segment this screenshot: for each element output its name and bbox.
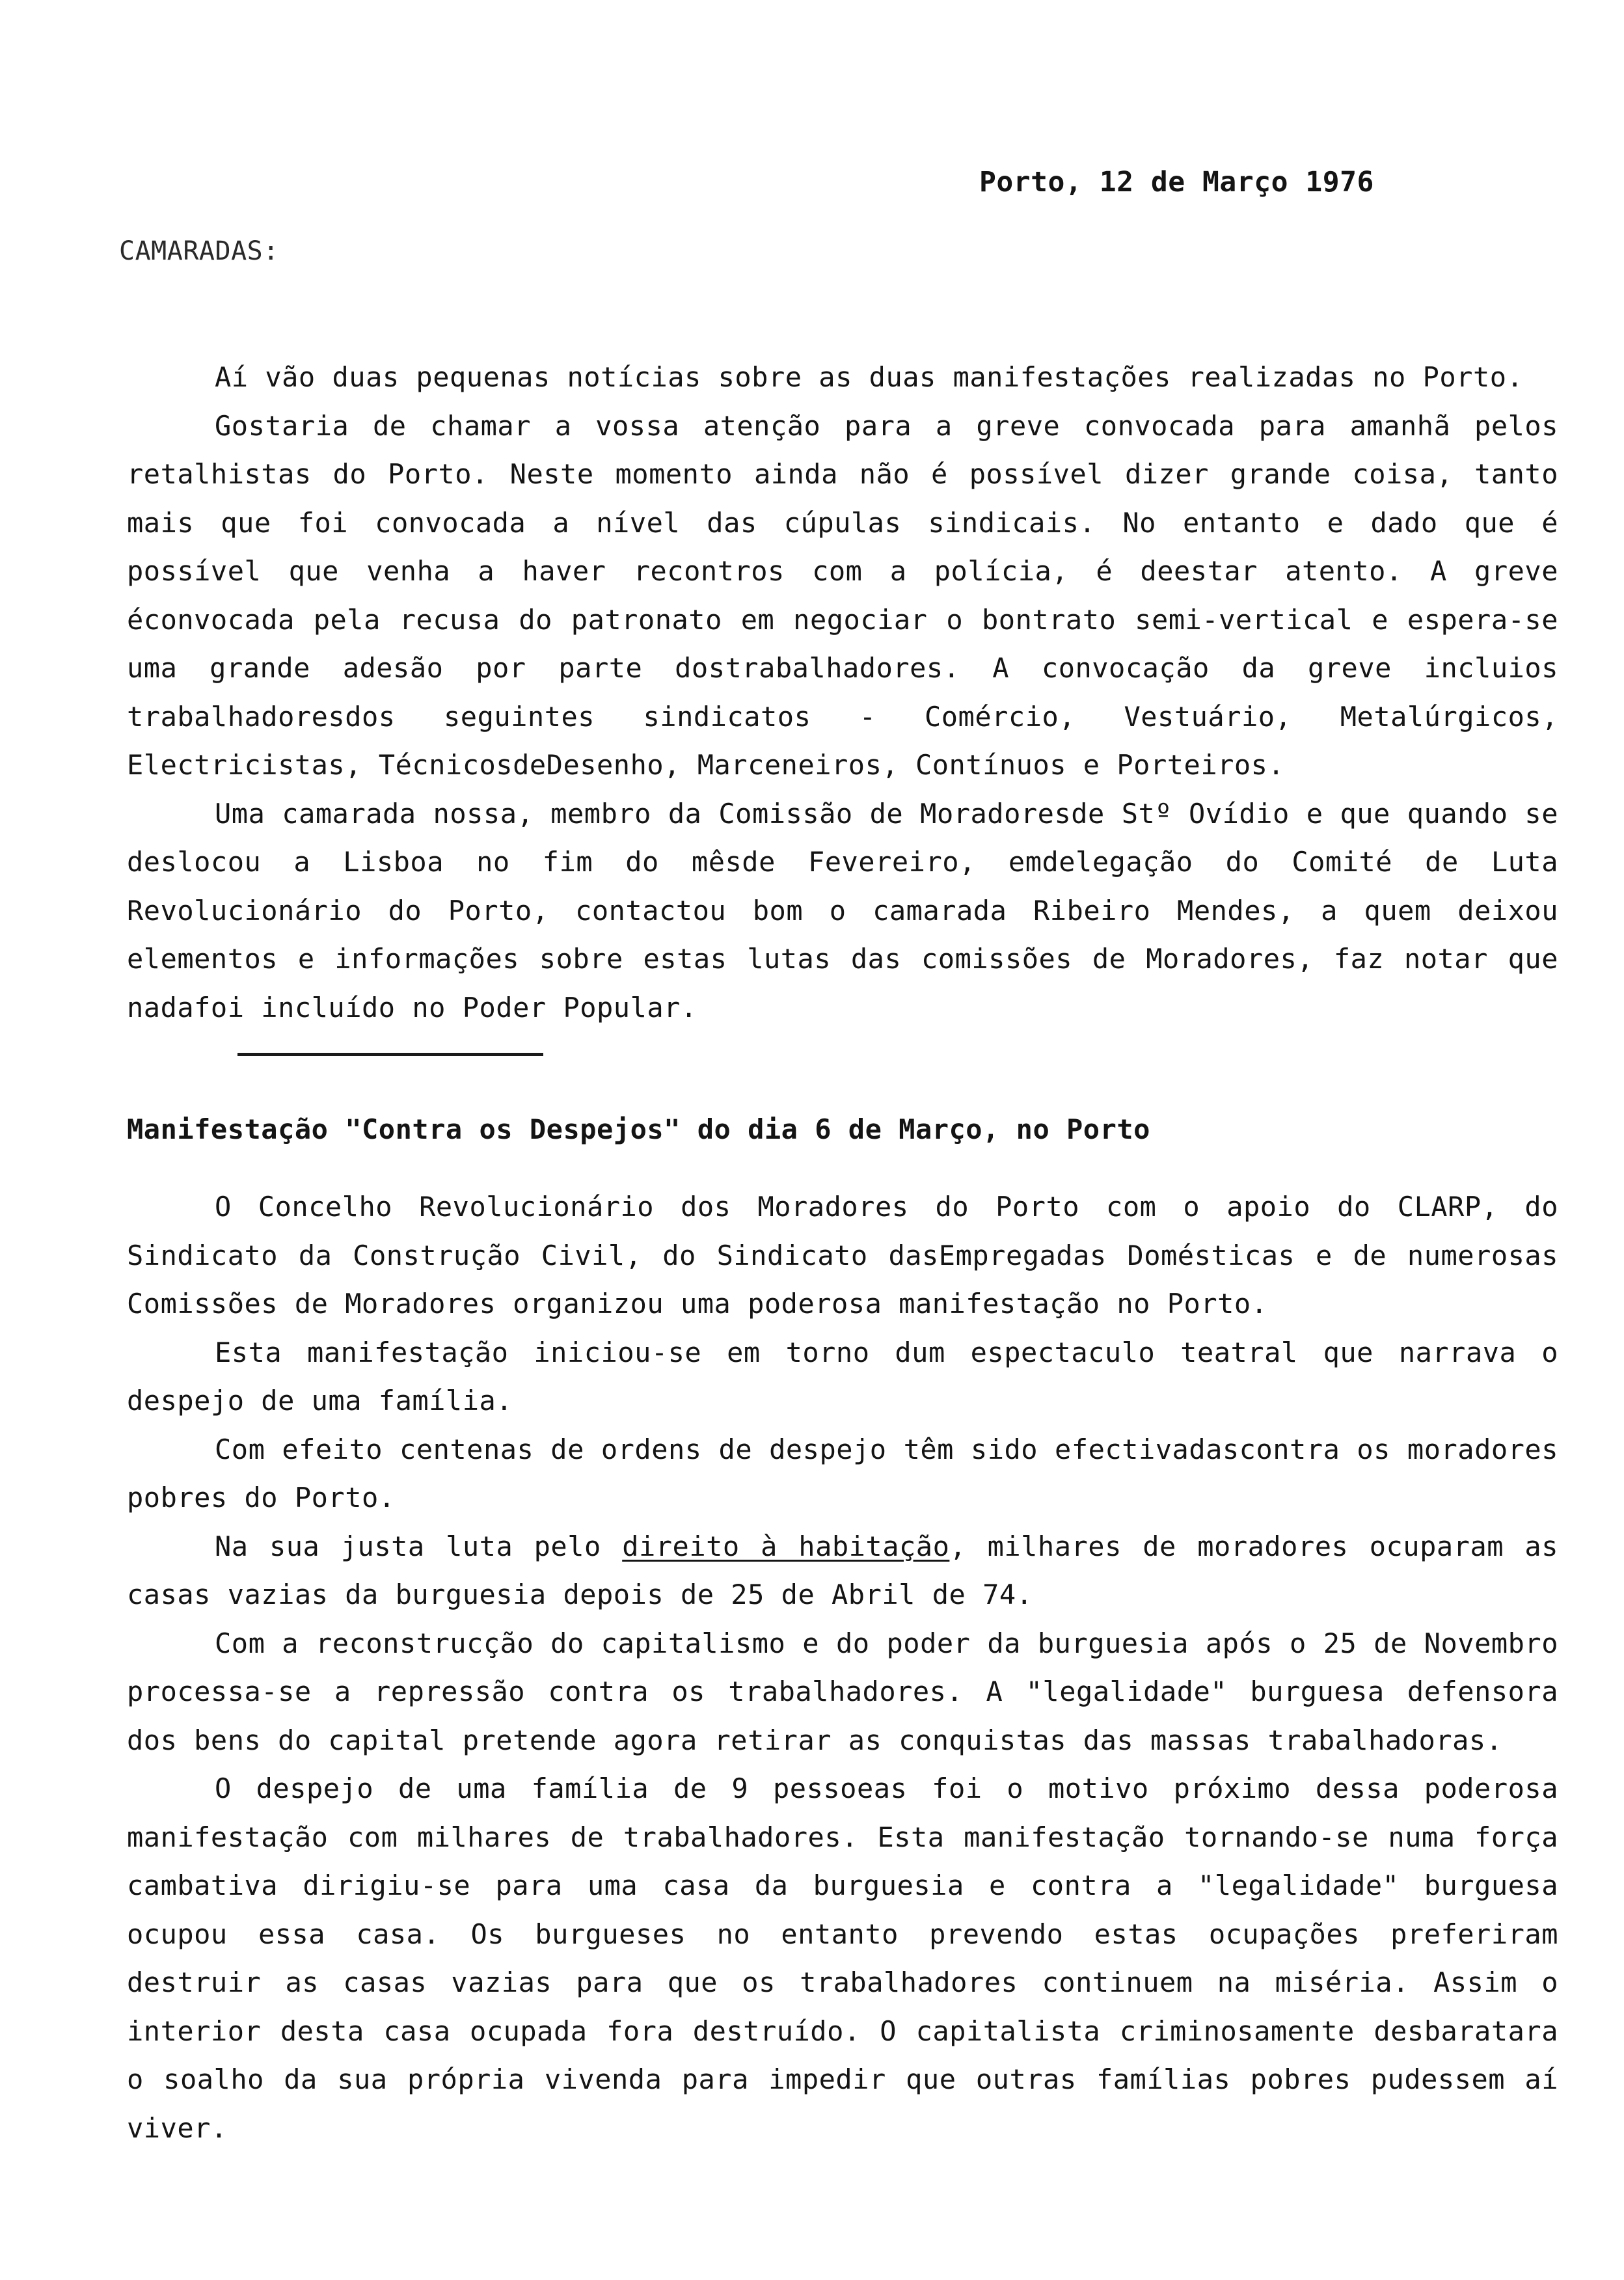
article-heading: Manifestação "Contra os Despejos" do dia 6 de Março, no Porto [127, 1113, 1150, 1145]
article-body [127, 1183, 1558, 2152]
habitation-paragraph [127, 1523, 1558, 1620]
strike-paragraph: Gostaria de chamar a vossa atenção para a greve convocada para amanhã pelos retalhistas do Porto. Neste momento ainda não é possível dizer grande coisa, tanto mais que foi convocada a nível das cúpulas sindicais. No entanto e dado que é possível que venha a haver recontros com a polícia, é deestar atento. A greve éconvocada pela recusa do patronato em negociar o bontrato semi-vertical e espera-se uma grande adesão por parte dostrabalhadores. A convocação da greve incluios trabalhadoresdos seguintes sindicatos - Comércio, Vestuário, Metalúrgicos, Electricistas, TécnicosdeDesenho, Marceneiros, Contínuos e Porteiros. [127, 409, 1558, 781]
article-paragraph: Com efeito centenas de ordens de despejo têm sido efectivadascontra os moradores pobres do Porto. [127, 1433, 1558, 1513]
letter-date: Porto, 12 de Março 1976 [979, 166, 1374, 198]
habitation-text-after: , milhares de moradores ocuparam as casas vazias da burguesia depois de 25 de Abril de 74. [127, 1530, 1558, 1610]
article-paragraph: O despejo de uma família de 9 pessoeas foi o motivo próximo dessa poderosa manifestação com milhares de trabalhadores. Esta manifestação tornando-se numa força cambativa dirigiu-se para uma casa da burguesia e contra a "legalidade" burguesa ocupou essa casa. Os burgueses no entanto prevendo estas ocupações preferiram destruir as casas vazias para que os trabalhadores continuem na miséria. Assim o interior desta casa ocupada fora destruído. O capitalista criminosamente desbaratara o soalho da sua própria vivenda para impedir que outras famílias pobres pudessem aí viver. [127, 1772, 1558, 2144]
section-divider [237, 1053, 543, 1056]
habitation-underlined-phrase: direito à habitação [622, 1530, 950, 1562]
article-paragraph: Esta manifestação iniciou-se em torno dum espectaculo teatral que narrava o despejo de uma família. [127, 1336, 1558, 1417]
comrade-paragraph: Uma camarada nossa, membro da Comissão de Moradoresde Stº Ovídio e que quando se deslocou a Lisboa no fim do mêsde Fevereiro, emdelegação do Comité de Luta Revolucionário do Porto, contactou bom o camarada Ribeiro Mendes, a quem deixou elementos e informações sobre estas lutas das comissões de Moradores, faz notar que nadafoi incluído no Poder Popular. [127, 797, 1558, 1024]
intro-paragraph: Aí vão duas pequenas notícias sobre as duas manifestações realizadas no Porto. [215, 361, 1524, 393]
letter-body [127, 353, 1558, 1032]
article-paragraph: Com a reconstrucção do capitalismo e do poder da burguesia após o 25 de Novembro processa-se a repressão contra os trabalhadores. A "legalidade" burguesa defensora dos bens do capital pretende agora retirar as conquistas das massas trabalhadoras. [127, 1627, 1558, 1756]
salutation: CAMARADAS: [119, 236, 279, 266]
habitation-text-before: Na sua justa luta pelo [215, 1530, 623, 1562]
article-paragraph: O Concelho Revolucionário dos Moradores do Porto com o apoio do CLARP, do Sindicato da Construção Civil, do Sindicato dasEmpregadas Domésticas e de numerosas Comissões de Moradores organizou uma poderosa manifestação no Porto. [127, 1191, 1558, 1320]
